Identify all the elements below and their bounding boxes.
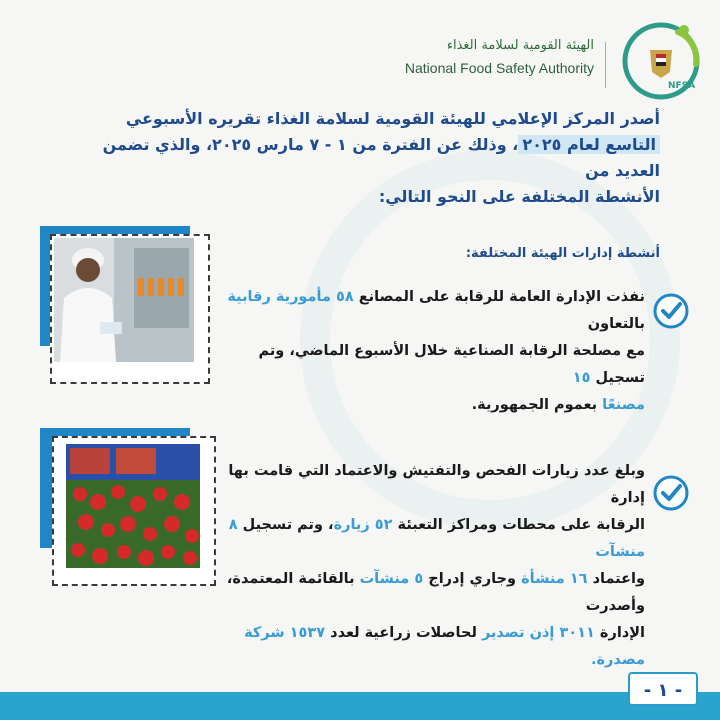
count-registered: ٨ منشآت [228, 517, 645, 560]
text-span: واعتماد [592, 571, 645, 587]
intro-paragraph [60, 106, 660, 210]
text-span: بالتعاون [587, 316, 645, 332]
text-span: نفذت الإدارة العامة للرقابة على المصانع [358, 289, 645, 305]
org-name-english: National Food Safety Authority [404, 60, 594, 76]
item-2-line-4 [215, 620, 645, 674]
text-span: وجاري إدراج [428, 571, 517, 587]
text-span: ، وتم تسجيل [242, 517, 334, 533]
nfsa-logo-icon [620, 20, 702, 102]
item-2-text [215, 458, 645, 674]
intro-line-2 [60, 132, 660, 184]
logo-divider [605, 42, 607, 88]
page-number: - ١ - [628, 672, 698, 706]
text-span: الإدارة [599, 625, 645, 641]
svg-text:NFSA: NFSA [668, 81, 696, 91]
footer-bar [0, 692, 720, 720]
section-title: أنشطة إدارات الهيئة المختلفة: [465, 246, 660, 261]
factory-photo [54, 238, 194, 362]
item-1-text [215, 284, 645, 419]
count-approved: ١٦ منشأة [521, 571, 588, 587]
count-companies: ١٥٣٧ شركة مصدرة. [244, 625, 645, 668]
count-visits: ٥٢ زيارة [333, 517, 393, 533]
item-1-line-3 [215, 392, 645, 419]
factories-word: مصنعًا [602, 397, 645, 413]
intro-line-1: أصدر المركز الإعلامي للهيئة القومية لسلامة الغذاء تقريره الأسبوعي [125, 109, 660, 128]
check-circle-icon [652, 292, 690, 330]
photo-frame-1 [40, 226, 210, 386]
text-span: لحاصلات زراعية لعدد [330, 625, 477, 641]
intro-line-3: الأنشطة المختلفة على النحو التالي: [378, 187, 660, 206]
intro-line-2-rest: ، وذلك عن الفترة من ١ - ٧ مارس ٢٠٢٥، والذي تضمن العديد من [102, 135, 660, 180]
text-span: بعموم الجمهورية. [471, 397, 598, 413]
header [372, 16, 702, 106]
text-span: مع مصلحة الرقابة الصناعية خلال الأسبوع الماضي، وتم تسجيل [258, 343, 645, 386]
egypt-eagle-icon [650, 50, 672, 78]
count-permits: ٣٠١١ إذن تصدير [481, 625, 595, 641]
intro-highlight: التاسع لعام ٢٠٢٥ [518, 135, 660, 154]
count-pending: ٥ منشآت [359, 571, 424, 587]
count-factories: ١٥ [572, 370, 591, 386]
item-1-line-1 [215, 284, 645, 338]
check-circle-icon [652, 474, 690, 512]
text-span: بالقائمة المعتمدة، وأصدرت [226, 571, 645, 614]
item-1-line-2 [215, 338, 645, 392]
strawberries-photo [66, 444, 200, 568]
item-2-line-1: وبلغ عدد زيارات الفحص والتفتيش والاعتماد التي قامت بها إدارة [228, 463, 645, 506]
text-span: الرقابة على محطات ومراكز التعبئة [397, 517, 645, 533]
count-missions: ٥٨ مأمورية رقابية [227, 289, 354, 305]
item-2-line-3 [215, 566, 645, 620]
org-name-arabic: الهيئة القومية لسلامة الغذاء [446, 38, 594, 53]
item-2-line-2 [215, 512, 645, 566]
